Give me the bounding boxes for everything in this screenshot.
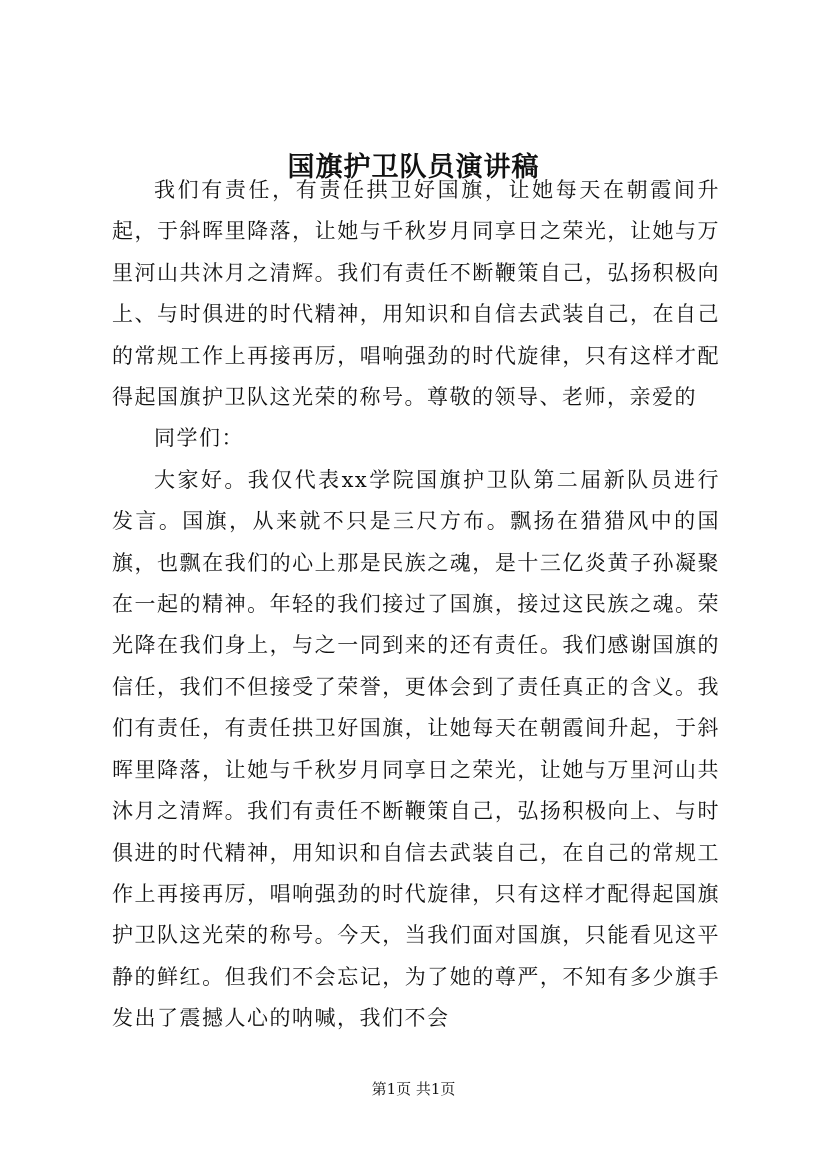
paragraph-3: 大家好。我仅代表xx学院国旗护卫队第二届新队员进行发言。国旗，从来就不只是三尺方布。飘扬在猎猎风中的国旗，也飘在我们的心上那是民族之魂，是十三亿炎黄子孙凝聚在一起的精神。年轻的我们接过了国旗，接过这民族之魂。荣光降在我们身上，与之一同到来的还有责任。我们感谢国旗的信任，我们不但接受了荣誉，更体会到了责任真正的含义。我们有责任，有责任拱卫好国旗，让她每天在朝霞间升起，于斜晖里降落，让她与千秋岁月同享日之荣光，让她与万里河山共沐月之清辉。我们有责任不断鞭策自己，弘扬积极向上、与时俱进的时代精神，用知识和自信去武装自己，在自己的常规工作上再接再厉，唱响强劲的时代旋律，只有这样才配得起国旗护卫队这光荣的称号。今天，当我们面对国旗，只能看见这平静的鲜红。但我们不会忘记，为了她的尊严，不知有多少旗手发出了震撼人心的呐喊，我们不会 [112, 467, 720, 1031]
document-body [112, 170, 720, 1040]
paragraph-2: 同学们： [154, 426, 244, 451]
page-footer: 第1页 共1页 [371, 1080, 456, 1098]
document-title: 国旗护卫队员演讲稿 [287, 152, 540, 183]
paragraph-1: 我们有责任，有责任拱卫好国旗，让她每天在朝霞间升起，于斜晖里降落，让她与千秋岁月同享日之荣光，让她与万里河山共沐月之清辉。我们有责任不断鞭策自己，弘扬积极向上、与时俱进的时代精神，用知识和自信去武装自己，在自己的常规工作上再接再厉，唱响强劲的时代旋律，只有这样才配得起国旗护卫队这光荣的称号。尊敬的领导、老师，亲爱的 [112, 178, 720, 410]
